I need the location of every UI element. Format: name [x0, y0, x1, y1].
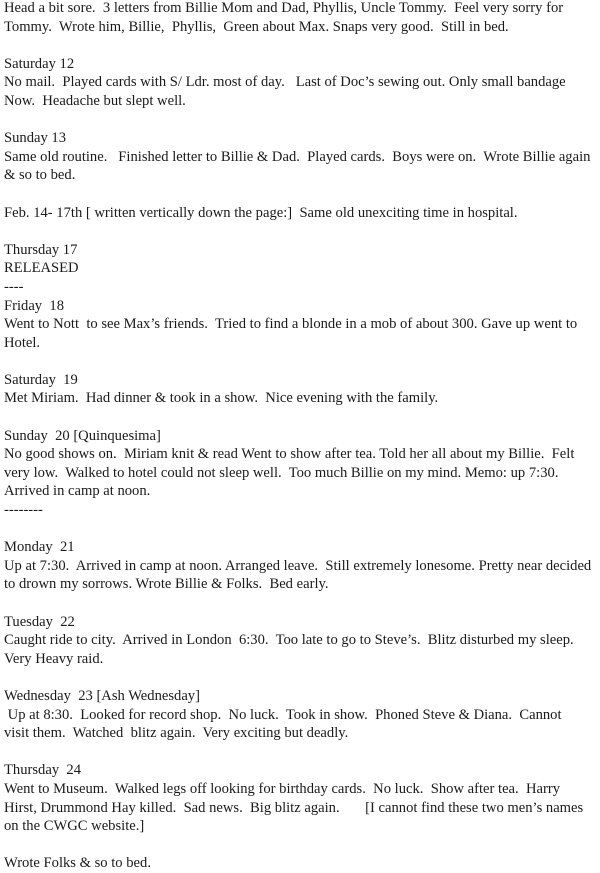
diary-entry [4, 854, 598, 873]
diary-entry [4, 204, 598, 223]
paragraph-gap [4, 352, 598, 371]
separator-line: ---- [4, 278, 24, 295]
text-line: Went to Museum. Walked legs off looking for birthday cards. No luck. Show after tea. Harry [4, 780, 561, 797]
diary-entry [4, 427, 598, 520]
paragraph-gap [4, 668, 598, 687]
text-line: on the CWGC website.] [4, 818, 145, 835]
entry-heading: Friday 18 [4, 297, 64, 314]
text-line: Caught ride to city. Arrived in London 6:30. Too late to go to Steve’s. Blitz disturbed my sleep. [4, 632, 574, 649]
entry-heading: Tuesday 22 [4, 613, 75, 630]
text-line: Hirst, Drummond Hay killed. Sad news. Big blitz again. [I cannot find these two men’s names [4, 799, 584, 816]
entry-heading: Sunday 13 [4, 130, 67, 147]
paragraph-gap [4, 836, 598, 855]
paragraph-gap [4, 222, 598, 241]
entry-heading: Saturday 12 [4, 55, 75, 72]
text-line: Very Heavy raid. [4, 650, 104, 667]
diary-entry [4, 371, 598, 408]
text-line: No mail. Played cards with S/ Ldr. most of day. Last of Doc’s sewing out. Only small bandage [4, 74, 566, 91]
diary-entry [4, 55, 598, 111]
paragraph-gap [4, 743, 598, 762]
text-line: visit them. Watched blitz again. Very exciting but deadly. [4, 725, 349, 742]
text-line: No good shows on. Miriam knit & read Went to show after tea. Told her all about my Billie. Felt [4, 446, 575, 463]
text-line: Now. Headache but slept well. [4, 92, 186, 109]
text-line: Tommy. Wrote him, Billie, Phyllis, Green about Max. Snaps very good. Still in bed. [4, 18, 509, 35]
entry-heading: Thursday 17 [4, 241, 78, 258]
text-line: RELEASED [4, 260, 79, 277]
paragraph-gap [4, 520, 598, 539]
paragraph-gap [4, 594, 598, 613]
entry-heading: Monday 21 [4, 539, 75, 556]
entry-heading: Sunday 20 [Quinquesima] [4, 427, 161, 444]
text-line: Hotel. [4, 334, 41, 351]
text-line: Up at 7:30. Arrived in camp at noon. Arranged leave. Still extremely lonesome. Pretty near decided [4, 557, 592, 574]
paragraph-gap [4, 185, 598, 204]
text-line: to drown my sorrows. Wrote Billie & Folks. Bed early. [4, 576, 329, 593]
paragraph-gap [4, 111, 598, 130]
text-line: & so to bed. [4, 167, 76, 184]
diary-entry [4, 761, 598, 835]
paragraph-gap [4, 36, 598, 55]
text-line: Met Miriam. Had dinner & took in a show. Nice evening with the family. [4, 390, 439, 407]
entry-heading: Saturday 19 [4, 371, 78, 388]
diary-entry [4, 129, 598, 185]
paragraph-gap [4, 408, 598, 427]
text-line: Arrived in camp at noon. [4, 483, 151, 500]
text-line: very low. Walked to hotel could not sleep well. Too much Billie on my mind. Memo: up 7:30. [4, 464, 559, 481]
diary-entry [4, 613, 598, 669]
diary-entry [4, 297, 598, 353]
intro-paragraph [4, 0, 598, 36]
text-line: Feb. 14- 17th [ written vertically down the page:] Same old unexciting time in hospital. [4, 204, 518, 221]
text-line: Same old routine. Finished letter to Billie & Dad. Played cards. Boys were on. Wrote Billie again [4, 148, 591, 165]
diary-entry [4, 687, 598, 743]
text-line: Went to Nott to see Max’s friends. Tried to find a blonde in a mob of about 300. Gave up went to [4, 316, 578, 333]
text-line: Head a bit sore. 3 letters from Billie Mom and Dad, Phyllis, Uncle Tommy. Feel very sorry for [4, 0, 564, 16]
entry-heading: Wednesday 23 [Ash Wednesday] [4, 687, 200, 704]
entry-heading: Thursday 24 [4, 762, 82, 779]
diary-entry [4, 538, 598, 594]
diary-entry [4, 241, 598, 297]
separator-line: -------- [4, 502, 43, 519]
text-line: Up at 8:30. Looked for record shop. No luck. Took in show. Phoned Steve & Diana. Cannot [4, 706, 562, 723]
text-line: Wrote Folks & so to bed. [4, 855, 151, 872]
